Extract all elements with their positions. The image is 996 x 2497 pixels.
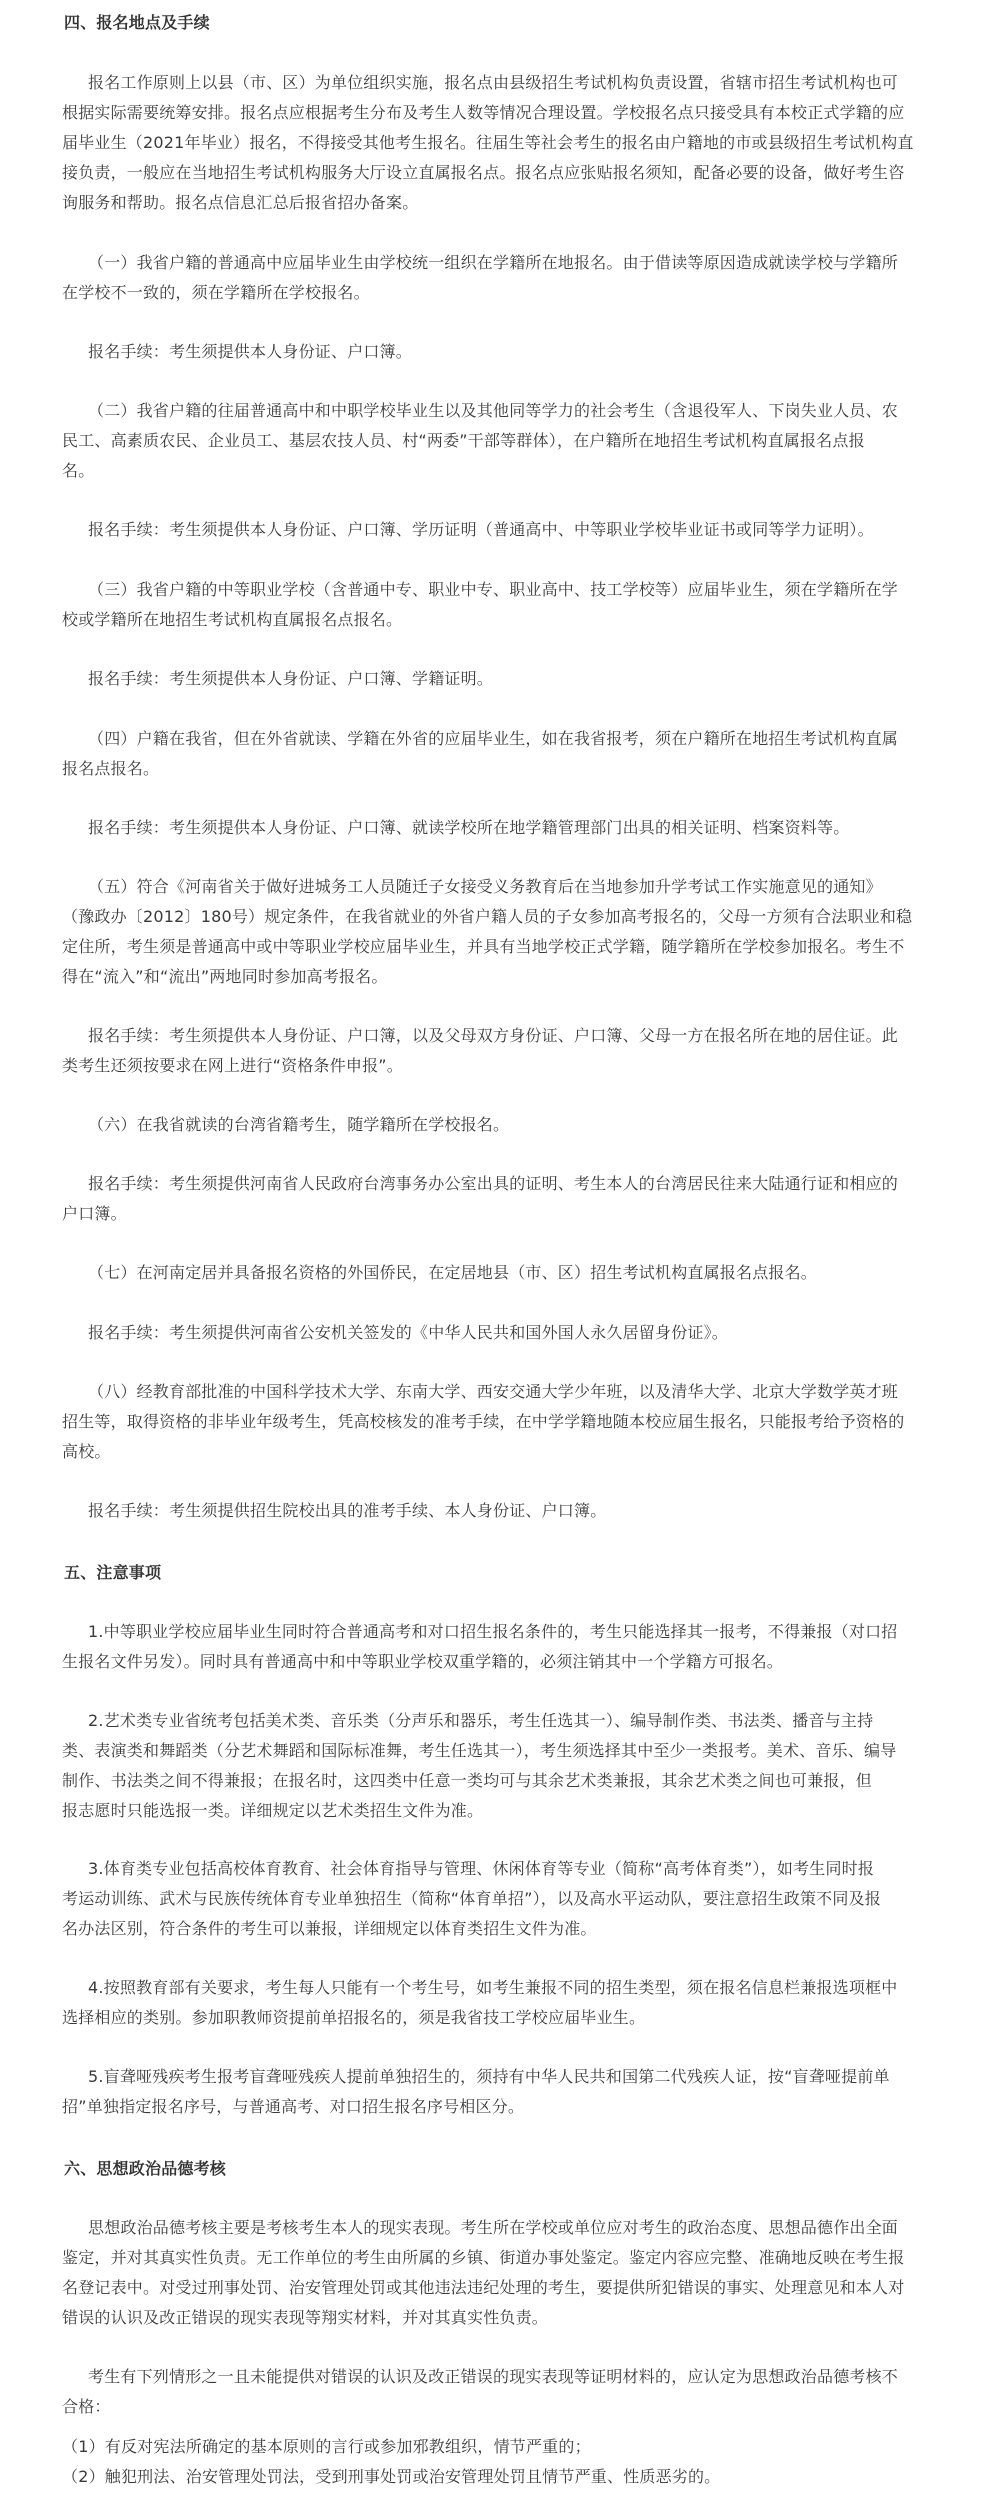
procedure-line: 报名手续：考生须提供本人身份证、户口簿。 (88, 342, 413, 361)
paragraph-line: 届毕业生（2021年毕业）报名，不得接受其他考生报名。往届生等社会考生的报名由户籍地的市或县级招生考试机构直 (62, 133, 914, 152)
note-line: 类、表演类和舞蹈类（分艺术舞蹈和国际标准舞，考生任选其一），考生须选择其中至少一类报考。美术、音乐、编导 (62, 1741, 897, 1760)
note-line: 招”单独指定报名序号，与普通高考、对口招生报名序号相区分。 (62, 2097, 525, 2116)
paragraph-line: （二）我省户籍的往届普通高中和中职学校毕业生以及其他同等学力的社会考生（含退役军人、下岗失业人员、农 (88, 401, 899, 420)
paragraph-line: 报名工作原则上以县（市、区）为单位组织实施，报名点由县级招生考试机构负责设置，省辖市招生考试机构也可 (88, 73, 899, 92)
paragraph-line: 询服务和帮助。报名点信息汇总后报省招办备案。 (62, 193, 419, 212)
procedure-line: 报名手续：考生须提供河南省人民政府台湾事务办公室出具的证明、考生本人的台湾居民往来大陆通行证和相应的 (88, 1174, 899, 1193)
paragraph-line: （豫政办〔2012〕180号）规定条件，在我省就业的外省户籍人员的子女参加高考报名的，父母一方须有合法职业和稳 (62, 907, 913, 926)
paragraph-line: （一）我省户籍的普通高中应届毕业生由学校统一组织在学籍所在地报名。由于借读等原因造成就读学校与学籍所 (88, 253, 899, 272)
note-line: 报志愿时只能选报一类。详细规定以艺术类招生文件为准。 (62, 1801, 484, 1820)
section-heading: 六、思想政治品德考核 (64, 2159, 227, 2178)
paragraph-line: 鉴定，并对其真实性负责。无工作单位的考生由所属的乡镇、街道办事处鉴定。鉴定内容应完整、准确地反映在考生报 (62, 2248, 905, 2267)
procedure-line: 类考生还须按要求在网上进行“资格条件申报”。 (62, 1056, 403, 1075)
paragraph-line: 定住所，考生须是普通高中或中等职业学校应届毕业生，并具有当地学校正式学籍，随学籍所在学校参加报名。考生不 (62, 937, 905, 956)
paragraph-line: 合格： (62, 2397, 111, 2416)
procedure-line: 报名手续：考生须提供河南省公安机关签发的《中华人民共和国外国人永久居留身份证》。 (88, 1323, 729, 1342)
note-line: 5.盲聋哑残疾考生报考盲聋哑残疾人提前单独招生的，须持有中华人民共和国第二代残疾人证，按“盲聋哑提前单 (88, 2067, 890, 2086)
paragraph-line: 校或学籍所在地招生考试机构直属报名点报名。 (62, 610, 403, 629)
procedure-line: 报名手续：考生须提供本人身份证、户口簿、学籍证明。 (88, 669, 494, 688)
note-line: 4.按照教育部有关要求，考生每人只能有一个考生号，如考生兼报不同的招生类型，须在报名信息栏兼报选项框中 (88, 1978, 898, 1997)
paragraph-line: 名。 (62, 461, 95, 480)
paragraph-line: 根据实际需要统筹安排。报名点应根据考生分布及考生人数等情况合理设置。学校报名点只接受具有本校正式学籍的应 (62, 103, 905, 122)
paragraph-line: 高校。 (62, 1442, 111, 1461)
paragraph-line: 在学校不一致的，须在学籍所在学校报名。 (62, 283, 370, 302)
paragraph-line: 错误的认识及改正错误的现实表现等翔实材料，并对其真实性负责。 (62, 2308, 549, 2327)
note-line: 考运动训练、武术与民族传统体育专业单独招生（简称“体育单招”），以及高水平运动队，要注意招生政策不同及报 (62, 1889, 881, 1908)
section-heading: 四、报名地点及手续 (64, 13, 210, 32)
procedure-line: 报名手续：考生须提供本人身份证、户口簿，以及父母双方身份证、户口簿、父母一方在报名所在地的居住证。此 (88, 1026, 899, 1045)
note-line: 3.体育类专业包括高校体育教育、社会体育指导与管理、休闲体育等专业（简称“高考体育类”），如考生同时报 (88, 1859, 875, 1878)
procedure-line: 报名手续：考生须提供本人身份证、户口簿、就读学校所在地学籍管理部门出具的相关证明、档案资料等。 (88, 818, 850, 837)
paragraph-line: 得在“流入”和“流出”两地同时参加高考报名。 (62, 967, 388, 986)
paragraph-line: 报名点报名。 (62, 759, 160, 778)
note-line: 生报名文件另发）。同时具有普通高中和中等职业学校双重学籍的，必须注销其中一个学籍方可报名。 (62, 1652, 784, 1671)
paragraph-line: 思想政治品德考核主要是考核考生本人的现实表现。考生所在学校或单位应对考生的政治态度、思想品德作出全面 (88, 2218, 899, 2237)
paragraph-line: 名登记表中。对受过刑事处罚、治安管理处罚或其他违法违纪处理的考生，要提供所犯错误的事实、处理意见和本人对 (62, 2278, 905, 2297)
list-item: （2）触犯刑法、治安管理处罚法，受到刑事处罚或治安管理处罚且情节严重、性质恶劣的。 (62, 2467, 721, 2486)
paragraph-line: 接负责，一般应在当地招生考试机构服务大厅设立直属报名点。报名点应张贴报名须知，配备必要的设备，做好考生咨 (62, 163, 905, 182)
note-line: 名办法区别，符合条件的考生可以兼报，详细规定以体育类招生文件为准。 (62, 1919, 597, 1938)
paragraph-line: （八）经教育部批准的中国科学技术大学、东南大学、西安交通大学少年班，以及清华大学、北京大学数学英才班 (88, 1382, 899, 1401)
paragraph-line: 招生等，取得资格的非毕业年级考生，凭高校核发的准考手续，在中学学籍地随本校应届生报名，只能报考给予资格的 (62, 1412, 905, 1431)
procedure-line: 报名手续：考生须提供本人身份证、户口簿、学历证明（普通高中、中等职业学校毕业证书或同等学力证明）。 (88, 520, 874, 539)
list-item: （1）有反对宪法所确定的基本原则的言行或参加邪教组织，情节严重的； (62, 2437, 591, 2456)
paragraph-line: （六）在我省就读的台湾省籍考生，随学籍所在学校报名。 (88, 1115, 510, 1134)
procedure-line: 户口簿。 (62, 1204, 127, 1223)
note-line: 1.中等职业学校应届毕业生同时符合普通高考和对口招生报名条件的，考生只能选择其一报考，不得兼报（对口招 (88, 1622, 898, 1641)
procedure-line: 报名手续：考生须提供招生院校出具的准考手续、本人身份证、户口簿。 (88, 1501, 607, 1520)
paragraph-line: 考生有下列情形之一且未能提供对错误的认识及改正错误的现实表现等证明材料的，应认定为思想政治品德考核不 (88, 2367, 899, 2386)
paragraph-line: 民工、高素质农民、企业员工、基层农技人员、村“两委”干部等群体），在户籍所在地招生考试机构直属报名点报 (62, 431, 865, 450)
note-line: 制作、书法类之间不得兼报；在报名时，这四类中任意一类均可与其余艺术类兼报，其余艺术类之间也可兼报，但 (62, 1771, 873, 1790)
paragraph-line: （五）符合《河南省关于做好进城务工人员随迁子女接受义务教育后在当地参加升学考试工作实施意见的通知》 (88, 877, 882, 896)
paragraph-line: （四）户籍在我省，但在外省就读、学籍在外省的应届毕业生，如在我省报考，须在户籍所在地招生考试机构直属 (88, 729, 899, 748)
note-line: 2.艺术类专业省统考包括美术类、音乐类（分声乐和器乐，考生任选其一）、编导制作类、书法类、播音与主持 (88, 1711, 874, 1730)
paragraph-line: （三）我省户籍的中等职业学校（含普通中专、职业中专、职业高中、技工学校等）应届毕业生，须在学籍所在学 (88, 580, 899, 599)
paragraph-line: （七）在河南定居并具备报名资格的外国侨民，在定居地县（市、区）招生考试机构直属报名点报名。 (88, 1263, 818, 1282)
note-line: 选择相应的类别。参加职教师资提前单招报名的，须是我省技工学校应届毕业生。 (62, 2008, 646, 2027)
section-heading: 五、注意事项 (64, 1563, 162, 1582)
